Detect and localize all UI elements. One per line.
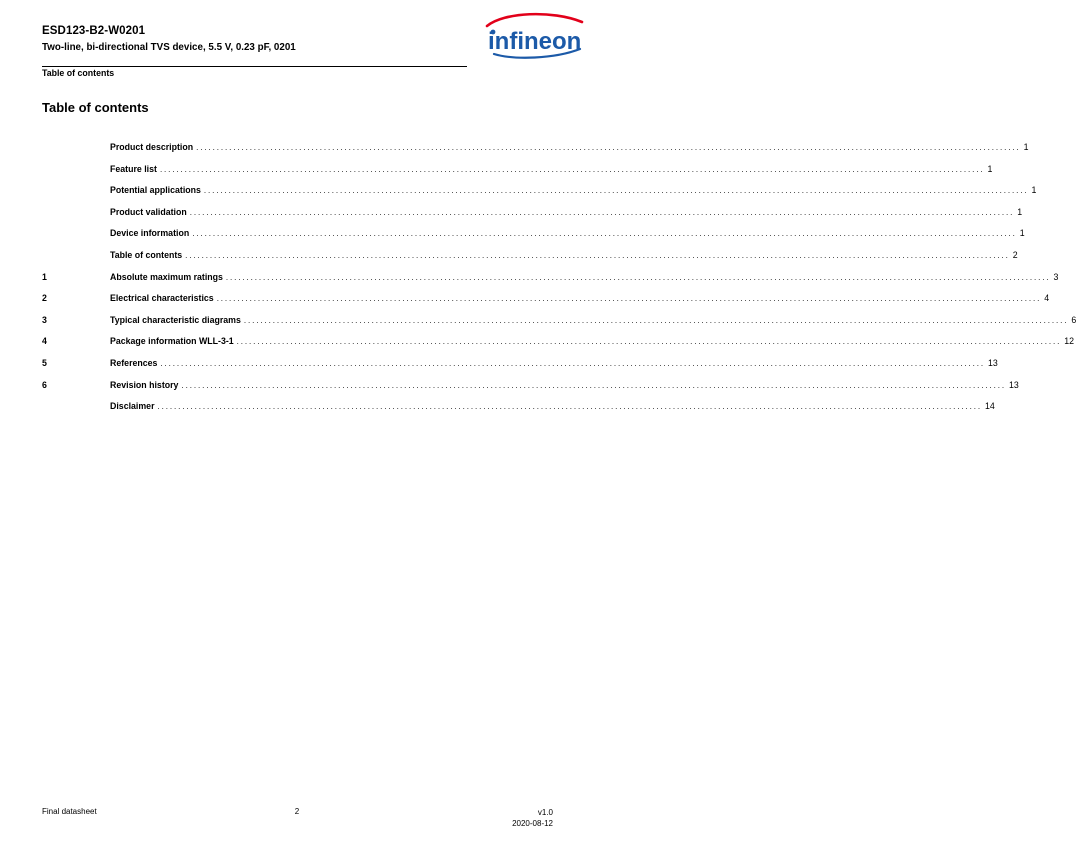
footer-date: 2020-08-12 xyxy=(512,819,553,828)
dot-leader: ........................................................................................................................................................................................................ xyxy=(216,294,1042,304)
toc-entry[interactable] xyxy=(42,313,1076,335)
header-divider xyxy=(42,66,467,67)
dot-leader: ........................................................................................................................................................................................................ xyxy=(192,229,1017,239)
toc-page-number: 1 xyxy=(1017,206,1023,217)
footer-version: v1.0 xyxy=(537,808,553,817)
toc-entry[interactable] xyxy=(42,291,1050,313)
page-heading: Table of contents xyxy=(42,100,149,115)
dot-leader: ........................................................................................................................................................................................................ xyxy=(243,315,1069,325)
toc-entry[interactable] xyxy=(42,399,995,421)
toc-page-number: 12 xyxy=(1064,336,1074,347)
toc-page-number: 1 xyxy=(1023,142,1029,152)
toc-number: 2 xyxy=(42,293,47,304)
footer-doc-type: Final datasheet xyxy=(42,807,97,816)
toc-title[interactable]: Product description xyxy=(110,142,194,152)
toc-number: 6 xyxy=(42,379,47,390)
running-section-title: Table of contents xyxy=(42,68,115,78)
toc-title[interactable]: Typical characteristic diagrams xyxy=(110,314,241,325)
dot-leader: ........................................................................................................................................................................................................ xyxy=(157,402,983,412)
toc-title[interactable]: Product validation xyxy=(110,206,187,217)
toc-page-number: 2 xyxy=(1012,249,1018,260)
toc-entry[interactable] xyxy=(42,226,1025,248)
toc-entry[interactable] xyxy=(42,205,1023,227)
toc-number: 3 xyxy=(42,314,47,325)
dot-leader: ........................................................................................................................................................................................................ xyxy=(225,272,1051,282)
toc-page-number: 13 xyxy=(987,357,998,368)
footer-page-number: 2 xyxy=(294,807,300,816)
toc-title[interactable]: Absolute maximum ratings xyxy=(110,271,223,282)
dot-leader: ........................................................................................................................................................................................................ xyxy=(236,337,1062,347)
footer-version-block xyxy=(512,807,553,829)
toc-page-number: 1 xyxy=(1031,185,1037,196)
logo-wordmark: infineon xyxy=(488,28,582,55)
toc-title[interactable]: Potential applications xyxy=(110,185,201,196)
toc-entry[interactable] xyxy=(42,140,1029,162)
toc-entry[interactable] xyxy=(42,334,1074,356)
toc-title[interactable]: Table of contents xyxy=(110,249,183,260)
toc-number: 5 xyxy=(42,357,47,368)
toc-title[interactable]: Revision history xyxy=(110,379,179,390)
toc-page-number: 1 xyxy=(1019,228,1025,239)
dot-leader: ........................................................................................................................................................................................................ xyxy=(159,164,985,174)
toc-page-number: 3 xyxy=(1053,271,1059,282)
toc-number: 4 xyxy=(42,336,47,347)
dot-leader: ........................................................................................................................................................................................................ xyxy=(181,380,1006,390)
toc-entry[interactable] xyxy=(42,162,993,184)
table-of-contents xyxy=(42,140,1076,421)
dot-leader: ........................................................................................................................................................................................................ xyxy=(203,186,1029,196)
toc-number: 1 xyxy=(42,271,47,282)
toc-page-number: 1 xyxy=(987,163,993,174)
infineon-logo xyxy=(474,10,590,60)
toc-title[interactable]: Device information xyxy=(110,228,190,239)
toc-page-number: 13 xyxy=(1008,379,1019,390)
toc-page-number: 4 xyxy=(1044,293,1050,304)
toc-entry[interactable] xyxy=(42,183,1037,205)
toc-page-number: 6 xyxy=(1071,314,1076,325)
dot-leader: ........................................................................................................................................................................................................ xyxy=(196,143,1021,152)
toc-entry[interactable] xyxy=(42,356,998,378)
document-title: ESD123-B2-W0201 xyxy=(42,25,146,37)
toc-entry[interactable] xyxy=(42,378,1019,400)
toc-title[interactable]: Feature list xyxy=(110,163,157,174)
toc-entry[interactable] xyxy=(42,248,1018,270)
toc-title[interactable]: Electrical characteristics xyxy=(110,293,214,304)
dot-leader: ........................................................................................................................................................................................................ xyxy=(189,207,1015,217)
toc-entry[interactable] xyxy=(42,270,1059,292)
toc-title[interactable]: Package information WLL-3-1 xyxy=(110,336,234,347)
toc-title[interactable]: References xyxy=(110,357,158,368)
document-subtitle: Two-line, bi-directional TVS device, 5.5 V, 0.23 pF, 0201 xyxy=(42,42,296,53)
dot-leader: ........................................................................................................................................................................................................ xyxy=(160,358,985,368)
dot-leader: ........................................................................................................................................................................................................ xyxy=(185,250,1010,260)
toc-title[interactable]: Disclaimer xyxy=(110,401,155,412)
toc-page-number: 14 xyxy=(985,401,995,412)
